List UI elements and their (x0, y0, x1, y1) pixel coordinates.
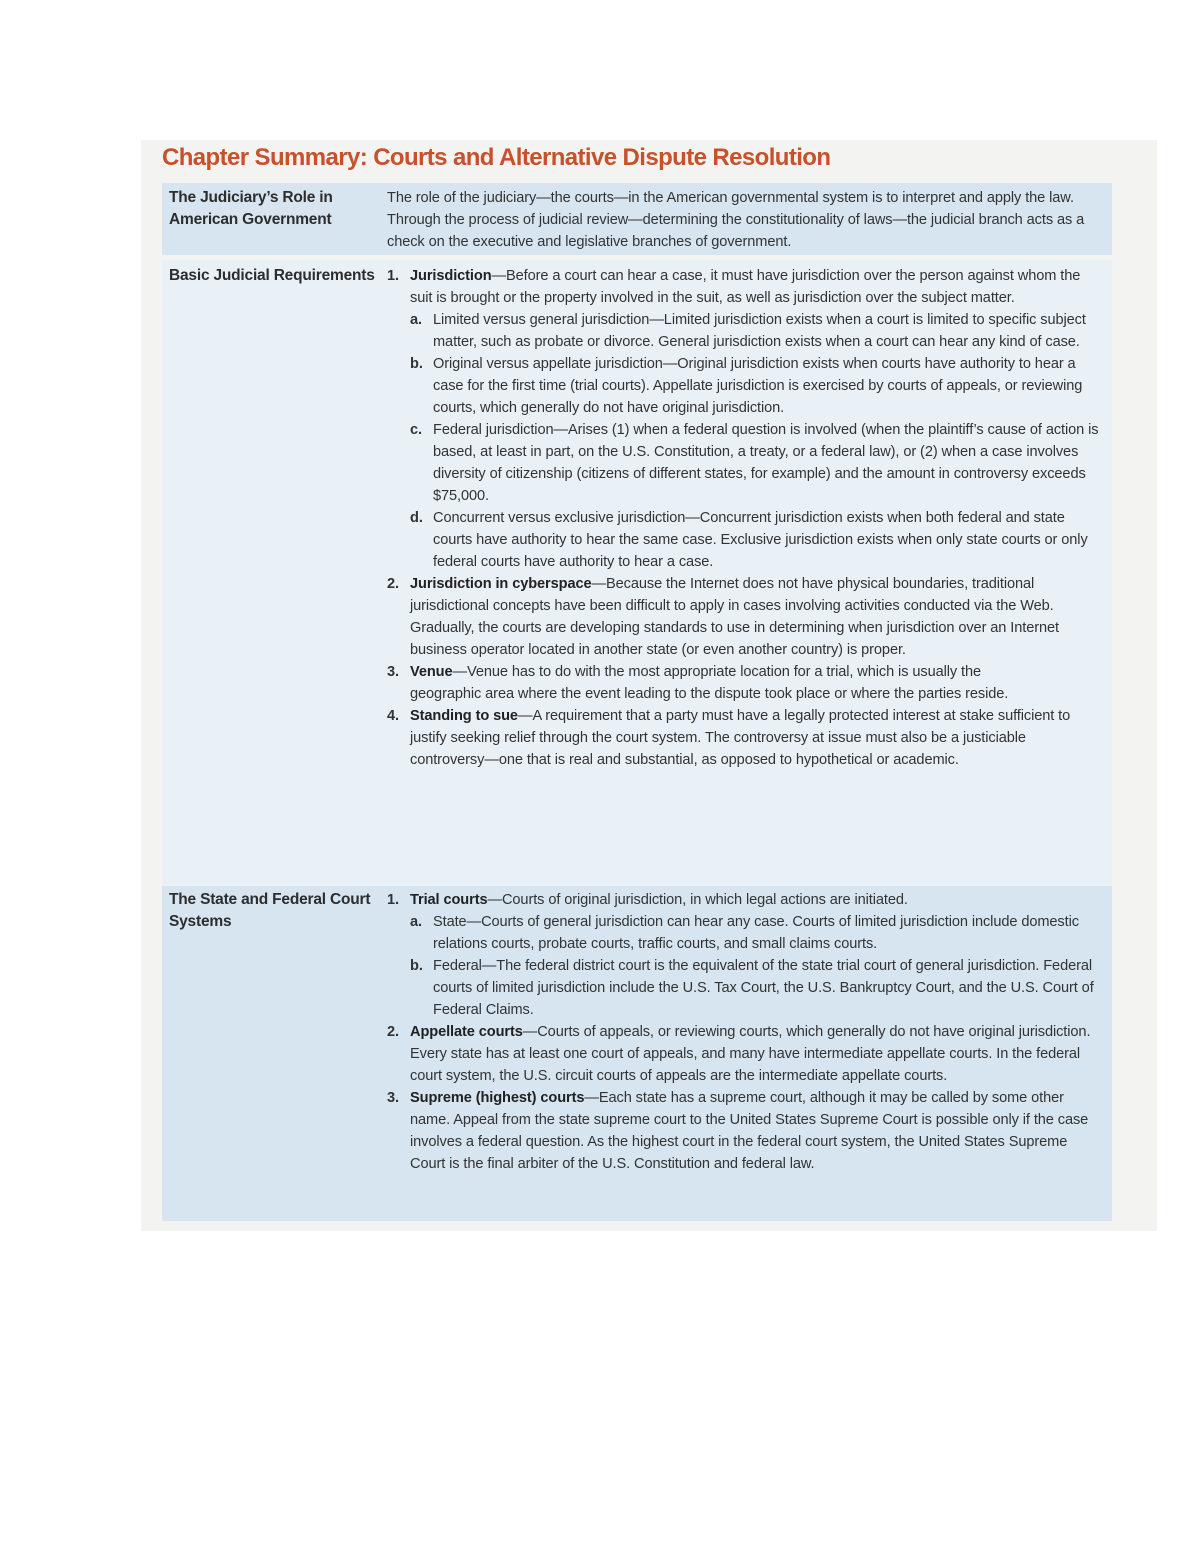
item-number: 4. (387, 708, 399, 724)
sub-letter: b. (410, 958, 423, 974)
table-row-court-systems (162, 886, 1112, 1221)
row-heading: The State and Federal Court Systems (169, 891, 371, 930)
sub-text: Federal—The federal district court is the equivalent of the state trial court of general jurisdiction. Federal courts of limited jurisdiction include the U.S. Tax Court, the U.S. Bankruptcy Court, and the U.S. Court of Federal Claims. (433, 958, 1094, 1018)
item-number: 3. (387, 1090, 399, 1106)
item-text: —Courts of appeals, or reviewing courts, which generally do not have original jurisdiction. Every state has at least one court of appeals, and many have intermediate appellate courts. In the federal court system, the U.S. circuit courts of appeals are the intermediate appellate courts. (410, 1024, 1091, 1084)
list-item (387, 1087, 1104, 1175)
item-term: Jurisdiction in cyberspace (410, 576, 592, 592)
list-item (387, 265, 1104, 309)
list-item (387, 573, 1104, 661)
sub-text: Original versus appellate jurisdiction—Original jurisdiction exists when courts have authority to hear a case for the first time (trial courts). Appellate jurisdiction is exercised by courts of appeals, or reviewing courts, which generally do not have original jurisdiction. (433, 356, 1083, 416)
sub-item (387, 309, 1104, 353)
sub-item (387, 955, 1104, 1021)
list-item (387, 889, 1104, 911)
item-term: Venue (410, 664, 453, 680)
item-number: 2. (387, 1024, 399, 1040)
sub-letter: b. (410, 356, 423, 372)
row-heading: The Judiciary’s Role in American Government (169, 189, 333, 228)
item-number: 2. (387, 576, 399, 592)
sub-text: Concurrent versus exclusive jurisdiction—Concurrent jurisdiction exists when both federal and state courts have authority to hear the same case. Exclusive jurisdiction exists when only state courts or only federal courts have authority to hear a case. (433, 510, 1088, 570)
list-item (387, 661, 1104, 705)
item-text: —Venue has to do with the most appropriate location for a trial, which is usually the geographic area where the event leading to the dispute took place or where the parties reside. (410, 664, 1009, 702)
sub-item (387, 911, 1104, 955)
sub-letter: d. (410, 510, 423, 526)
sub-text: State—Courts of general jurisdiction can hear any case. Courts of limited jurisdiction include domestic relations courts, probate courts, traffic courts, and small claims courts. (433, 914, 1079, 952)
item-text: —Because the Internet does not have physical boundaries, traditional jurisdictional concepts have been difficult to apply in cases involving activities conducted via the Web. Gradually, the courts are developing standards to use in determining when jurisdiction over an Internet business operator located in another state (or even another country) is proper. (410, 576, 1059, 658)
item-text: —Courts of original jurisdiction, in which legal actions are initiated. (487, 892, 908, 908)
sub-item (387, 507, 1104, 573)
item-text: —Before a court can hear a case, it must have jurisdiction over the person against whom the suit is brought or the property involved in the suit, as well as jurisdiction over the subject matter. (410, 268, 1081, 306)
item-number: 1. (387, 268, 399, 284)
sub-item (387, 419, 1104, 507)
item-text: —Each state has a supreme court, although it may be called by some other name. Appeal from the state supreme court to the United States Supreme Court is possible only if the case involves a federal question. As the highest court in the federal court system, the United States Supreme Court is the final arbiter of the U.S. Constitution and federal law. (410, 1090, 1089, 1172)
item-term: Supreme (highest) courts (410, 1090, 585, 1106)
row-heading: Basic Judicial Requirements (169, 267, 375, 284)
item-term: Jurisdiction (410, 268, 492, 284)
sub-letter: a. (410, 312, 422, 328)
sub-letter: a. (410, 914, 422, 930)
list-item (387, 705, 1104, 771)
row-body: The role of the judiciary—the courts—in the American governmental system is to interpret and apply the law. Through the process of judicial review—determining the constitutionality of laws—the judicial branch acts as a check on the executive and legislative branches of government. (387, 190, 1085, 250)
list-item (387, 1021, 1104, 1087)
item-number: 3. (387, 664, 399, 680)
row-body (387, 265, 1112, 886)
table-row-judiciary (162, 183, 1112, 255)
sub-text: Federal jurisdiction—Arises (1) when a federal question is involved (when the plaintiff’s cause of action is based, at least in part, on the U.S. Constitution, a treaty, or a federal law), or (2) when a case involves diversity of citizenship (citizens of different states, for example) and the amount in controversy exceeds $75,000. (433, 422, 1099, 504)
table-row-basic-requirements (162, 260, 1112, 886)
item-term: Appellate courts (410, 1024, 523, 1040)
item-number: 1. (387, 892, 399, 908)
item-term: Trial courts (410, 892, 488, 908)
item-text: —A requirement that a party must have a legally protected interest at stake sufficient to justify seeking relief through the court system. The controversy at issue must also be a justiciable controversy—one that is real and substantial, as opposed to hypothetical or academic. (410, 708, 1071, 768)
sub-text: Limited versus general jurisdiction—Limited jurisdiction exists when a court is limited to specific subject matter, such as probate or divorce. General jurisdiction exists when a court can hear any kind of case. (433, 312, 1086, 350)
summary-table (162, 183, 1112, 1221)
sub-item (387, 353, 1104, 419)
item-term: Standing to sue (410, 708, 518, 724)
row-body (387, 889, 1112, 1221)
page-title: Chapter Summary: Courts and Alternative Dispute Resolution (162, 144, 831, 171)
sub-letter: c. (410, 422, 422, 438)
chapter-summary-panel (141, 140, 1157, 1231)
